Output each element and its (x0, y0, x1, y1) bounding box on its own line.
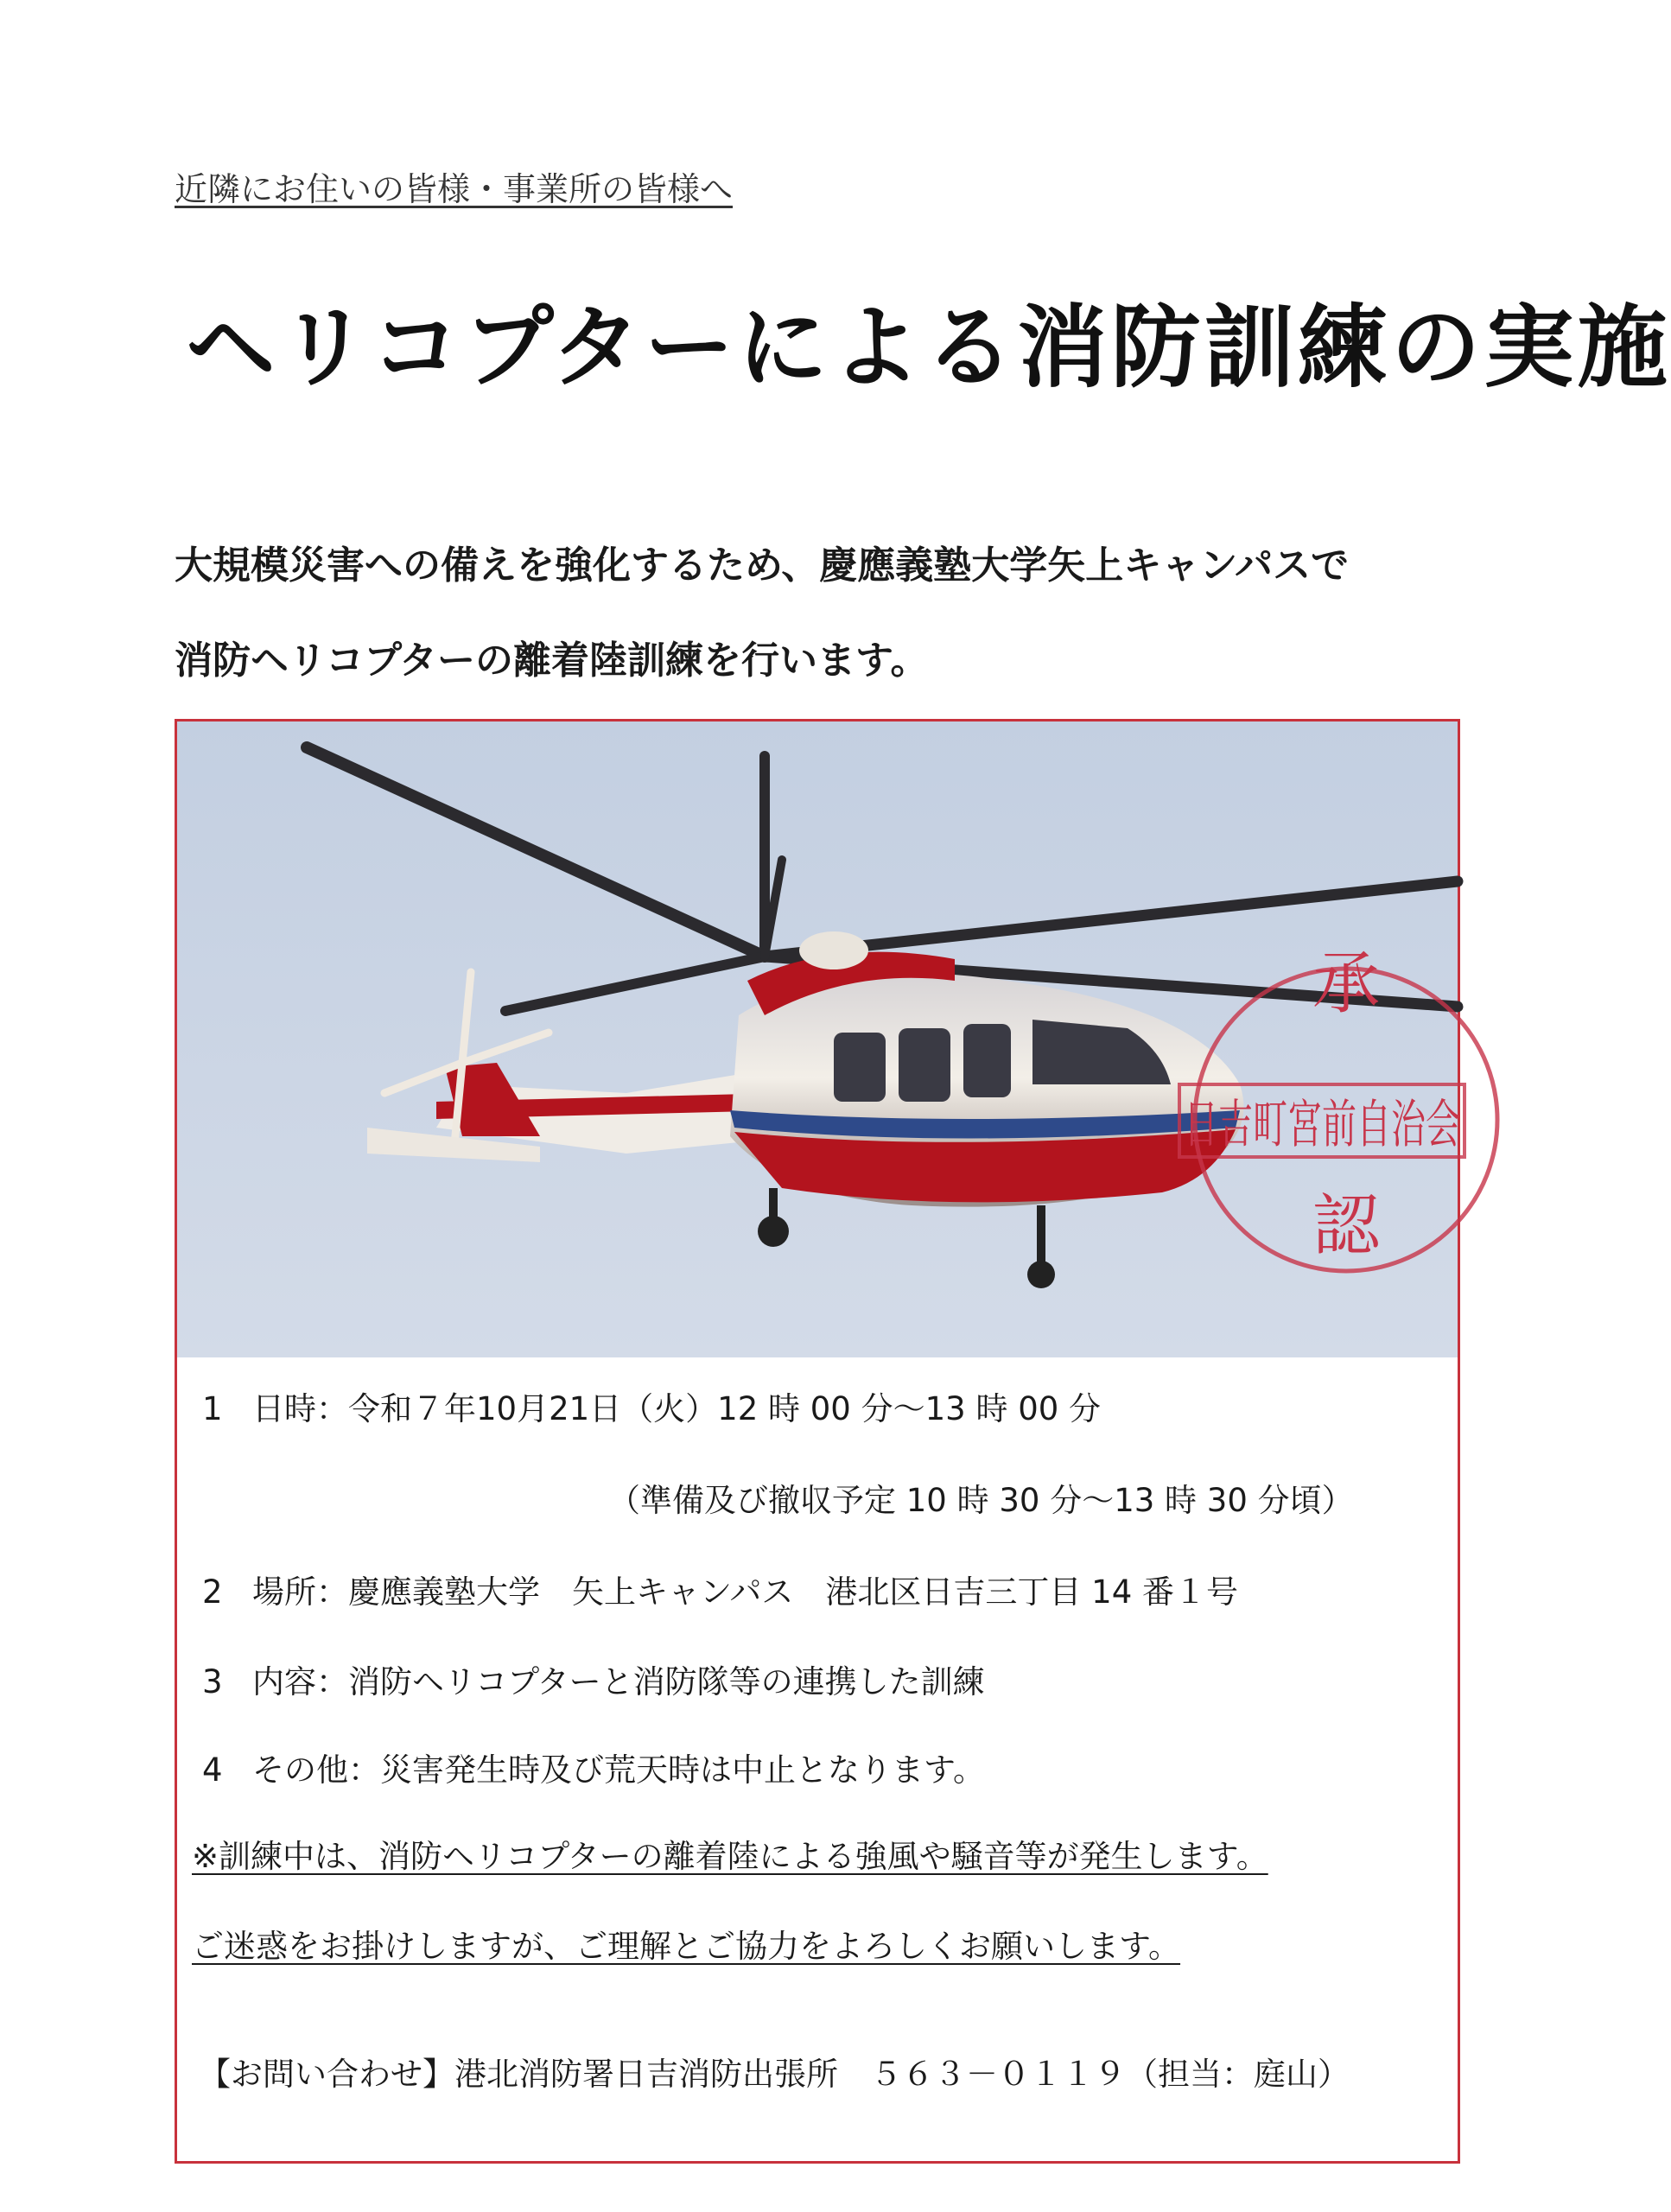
detail-number: 4 (202, 1751, 223, 1789)
stamp-top-char: 承 (1312, 945, 1381, 1023)
detail-number: 2 (202, 1573, 223, 1611)
detail-row-content (202, 1656, 985, 1702)
addressee-line: 近隣にお住いの皆様・事業所の皆様へ (175, 170, 734, 208)
detail-label: 日時： (252, 1390, 348, 1427)
detail-value: 消防ヘリコプターと消防隊等の連携した訓練 (348, 1663, 985, 1700)
notice-line-2: ご迷惑をお掛けしますが、ご理解とご協力をよろしくお願いします。 (192, 1928, 1181, 1965)
notice-line-1: ※訓練中は、消防ヘリコプターの離着陸による強風や騒音等が発生します。 (192, 1838, 1268, 1875)
stamp-middle-text: 日吉町宮前自治会 (1184, 1095, 1460, 1155)
detail-value: （準備及び撤収予定 10 時 30 分～13 時 30 分頃） (608, 1482, 1354, 1519)
contact-info: 【お問い合わせ】港北消防署日吉消防出張所 ５６３－０１１９（担当：庭山） (199, 2056, 1350, 2093)
page-title: ヘリコプターによる消防訓練の実施 (186, 295, 1671, 400)
detail-value: 災害発生時及び荒天時は中止となります。 (380, 1751, 986, 1789)
detail-row-place (202, 1566, 1238, 1612)
detail-value: 慶應義塾大学 矢上キャンパス 港北区日吉三丁目 14 番１号 (348, 1573, 1239, 1611)
detail-label: 場所： (252, 1573, 348, 1611)
exhaust (799, 931, 868, 969)
detail-value: 令和７年10月21日（火）12 時 00 分～13 時 00 分 (348, 1390, 1102, 1427)
detail-label: その他： (252, 1751, 380, 1789)
detail-row-prep-time (608, 1474, 1354, 1521)
detail-row-datetime (202, 1382, 1101, 1429)
detail-label: 内容： (252, 1663, 348, 1700)
detail-number: 1 (202, 1390, 223, 1427)
stamp-bottom-char: 認 (1312, 1187, 1381, 1265)
detail-row-other (202, 1744, 985, 1790)
helicopter-photo (177, 721, 1458, 1357)
helicopter-illustration (177, 721, 1458, 1357)
intro-paragraph (175, 518, 1471, 709)
detail-number: 3 (202, 1663, 223, 1700)
intro-line-2: 消防ヘリコプターの離着陸訓練を行います。 (175, 639, 929, 683)
intro-line-1: 大規模災害への備えを強化するため、慶應義塾大学矢上キャンパスで (175, 543, 1350, 588)
